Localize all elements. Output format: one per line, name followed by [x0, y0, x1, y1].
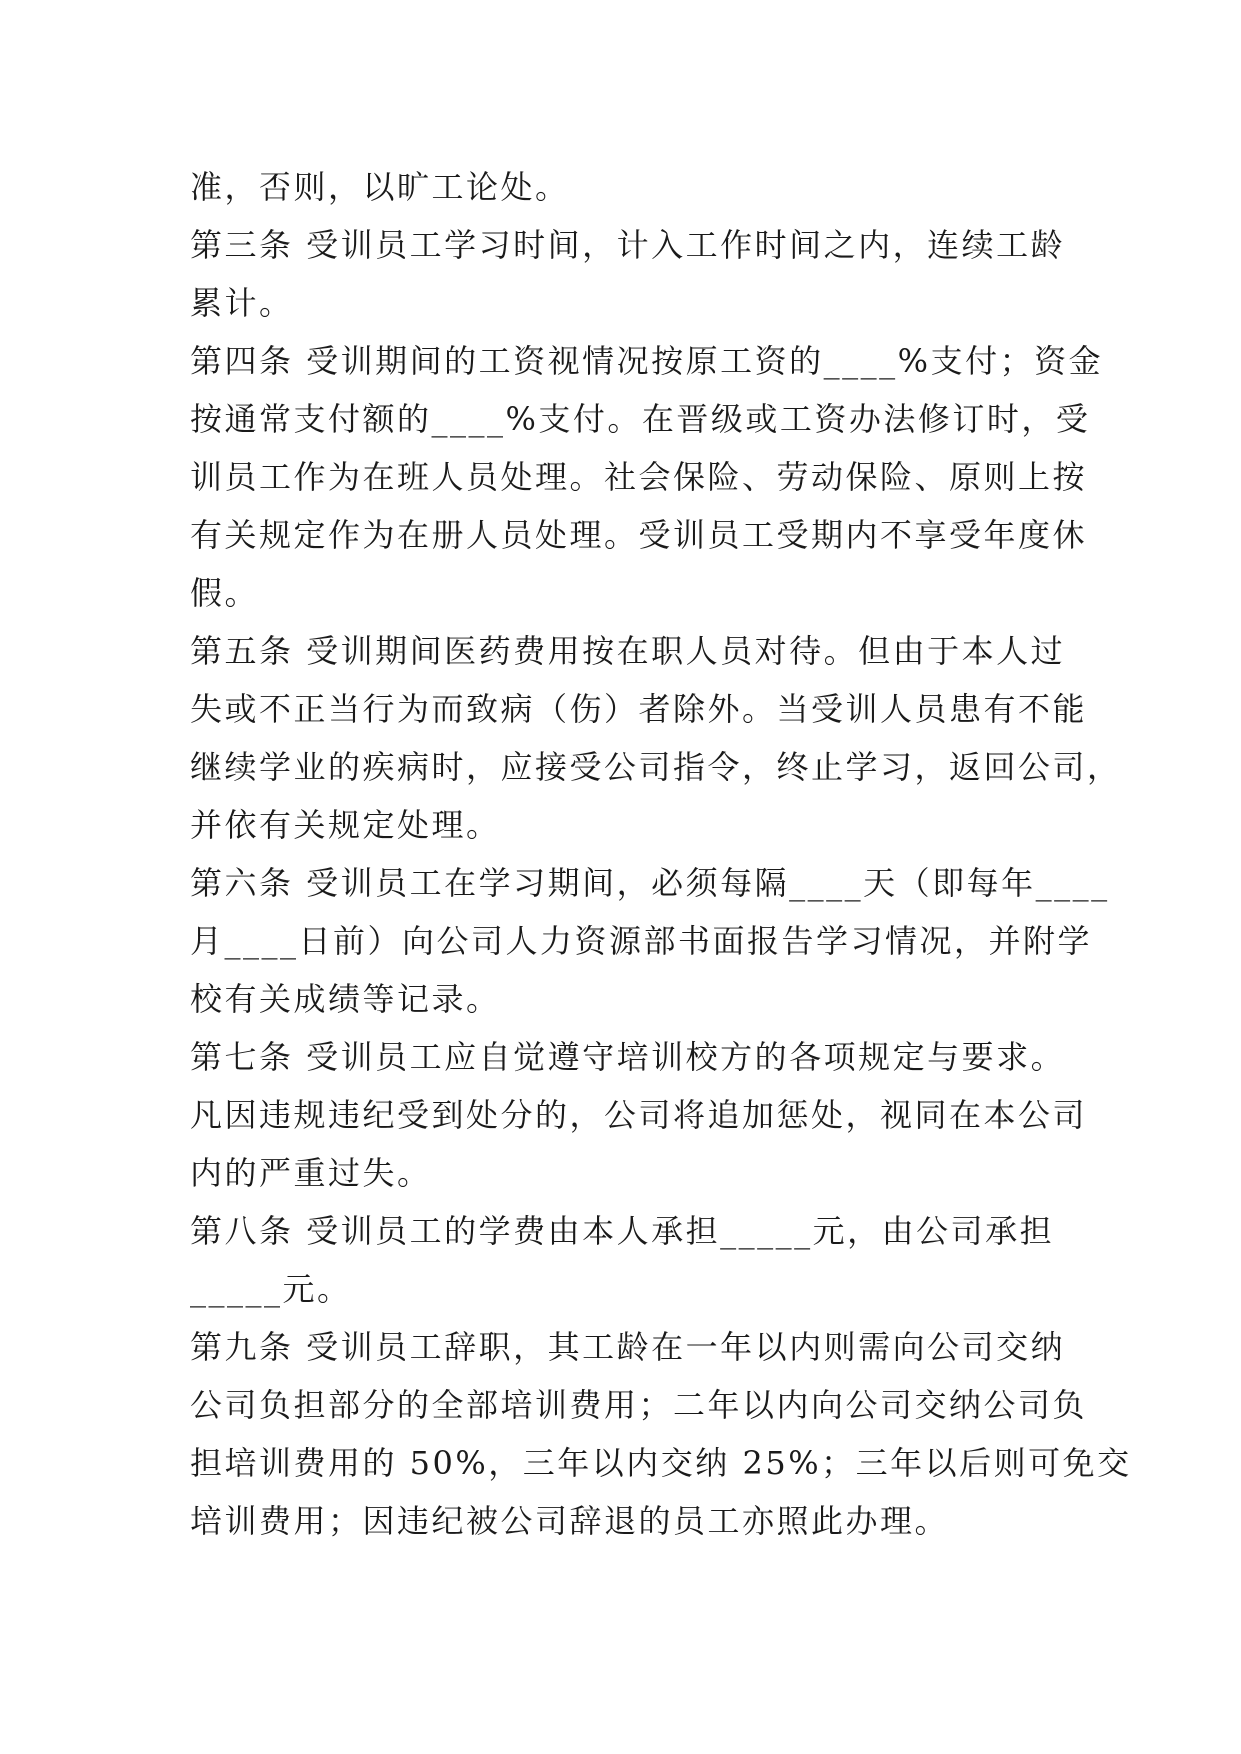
text-line: 失或不正当行为而致病（伤）者除外。当受训人员患有不能	[190, 690, 1088, 728]
document-body	[190, 158, 1132, 1550]
text-line: 第六条 受训员工在学习期间，必须每隔____天（即每年____	[190, 864, 1110, 902]
text-line: 担培训费用的 50%，三年以内交纳 25%；三年以后则可免交	[190, 1444, 1132, 1482]
text-line: 内的严重过失。	[190, 1154, 432, 1192]
text-line: 累计。	[190, 284, 294, 322]
text-line: 培训费用；因违纪被公司辞退的员工亦照此办理。	[190, 1502, 950, 1540]
text-line: 假。	[190, 574, 260, 612]
text-line: 公司负担部分的全部培训费用；二年以内向公司交纳公司负	[190, 1386, 1088, 1424]
text-line: 继续学业的疾病时，应接受公司指令，终止学习，返回公司，	[190, 748, 1122, 786]
text-line: 月____日前）向公司人力资源部书面报告学习情况，并附学	[190, 922, 1093, 960]
text-line: 训员工作为在班人员处理。社会保险、劳动保险、原则上按	[190, 458, 1088, 496]
text-line: 按通常支付额的____%支付。在晋级或工资办法修订时，受	[190, 400, 1091, 438]
text-line: 凡因违规违纪受到处分的，公司将追加惩处，视同在本公司	[190, 1096, 1088, 1134]
text-line: 第四条 受训期间的工资视情况按原工资的____%支付；资金	[190, 342, 1104, 380]
text-line: 第五条 受训期间医药费用按在职人员对待。但由于本人过	[190, 632, 1066, 670]
text-line: 准，否则，以旷工论处。	[190, 168, 570, 206]
text-line: _____元。	[190, 1270, 352, 1308]
text-line: 第九条 受训员工辞职，其工龄在一年以内则需向公司交纳	[190, 1328, 1066, 1366]
text-line: 第七条 受训员工应自觉遵守培训校方的各项规定与要求。	[190, 1038, 1066, 1076]
text-line: 有关规定作为在册人员处理。受训员工受期内不享受年度休	[190, 516, 1088, 554]
text-line: 第三条 受训员工学习时间，计入工作时间之内，连续工龄	[190, 226, 1066, 264]
text-line: 校有关成绩等记录。	[190, 980, 501, 1018]
text-line: 并依有关规定处理。	[190, 806, 501, 844]
text-line: 第八条 受训员工的学费由本人承担_____元，由公司承担	[190, 1212, 1055, 1250]
